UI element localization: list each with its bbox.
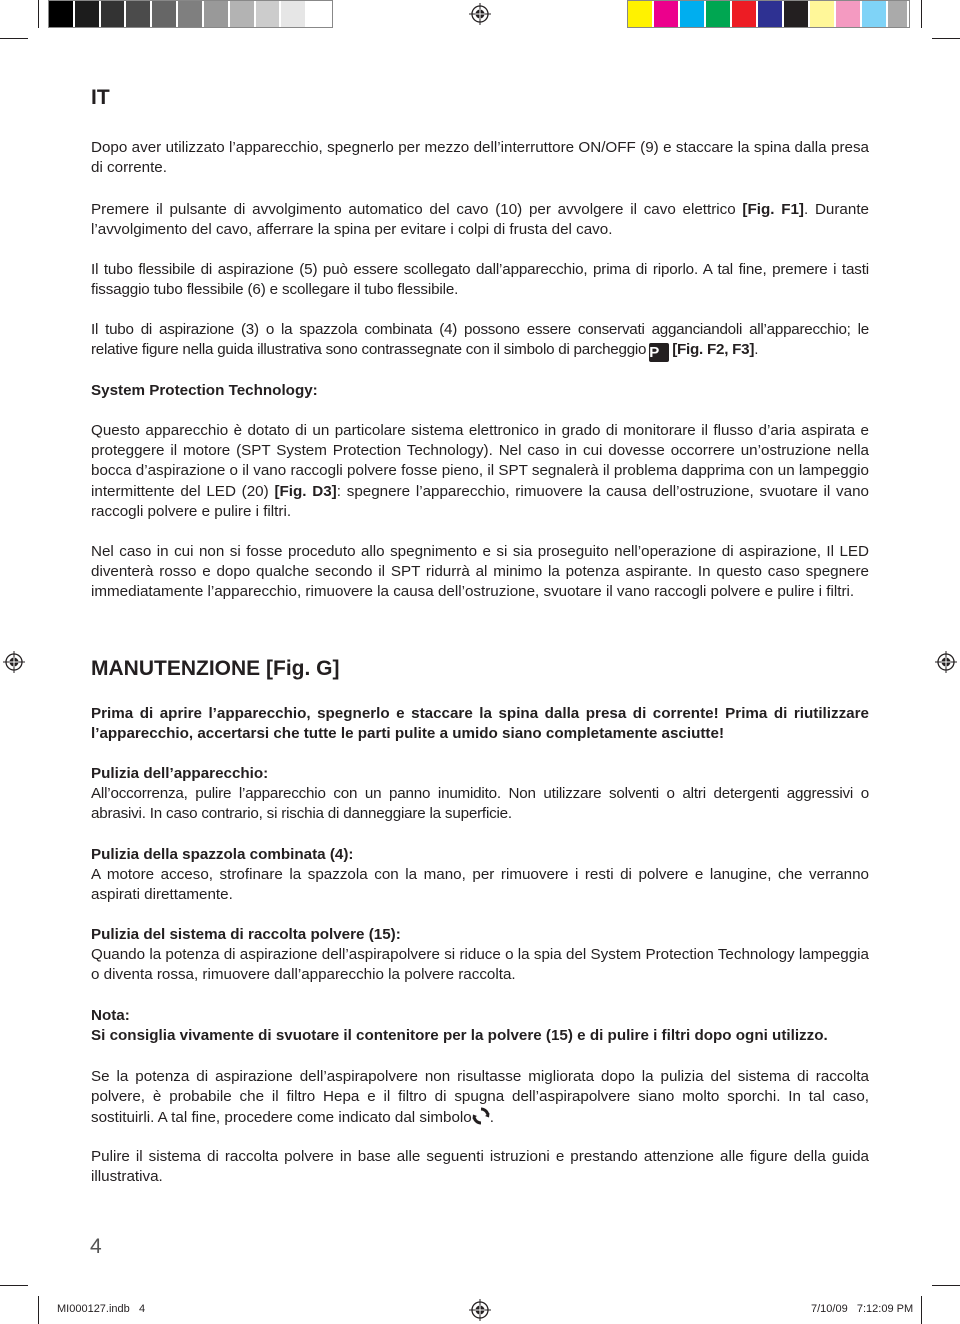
grayscale-bar (48, 0, 333, 28)
color-swatch (680, 1, 706, 27)
note-bold-text: Si consiglia vivamente di svuotare il contenitore per la polvere (15) e di pulire i filtri dopo ogni utilizzo. (91, 1027, 828, 1044)
footer-timestamp: 7/10/09 7:12:09 PM (811, 1303, 914, 1315)
crop-mark (38, 0, 39, 28)
text-run: . (754, 341, 759, 359)
text-run: Se la potenza di aspirazione dell’aspirapolvere non risultasse migliorata dopo la pulizia del sistema di raccolta polvere, è probabile che il filtro Hepa e il filtro di spugna dell’aspirapolvere siano molto sporchi. In tal caso, sostituirli. A tal fine, procedere come indicato dal simbolo (91, 1068, 869, 1127)
cleaning-dust-text: Quando la potenza di aspirazione dell’aspirapolvere si riduce o la spia del System Protection Technology lampeggia o diventa rossa, rimuovere dall’apparecchio la polvere raccolta. (91, 946, 869, 984)
color-swatch (758, 1, 784, 27)
safety-warning: Prima di aprire l’apparecchio, spegnerlo e staccare la spina dalla presa di corrente! Prima di riutilizzare l’apparecchio, accertarsi che tutte le parti pulite a umido siano completamente asciutte! (91, 705, 869, 743)
crop-mark (932, 1285, 960, 1286)
gray-swatch (281, 1, 307, 27)
color-swatch (888, 1, 909, 27)
cleaning-brush-heading: Pulizia della spazzola combinata (4): (91, 846, 354, 863)
paragraph-switch-off: Dopo aver utilizzato l’apparecchio, spegnerlo per mezzo dell’interruttore ON/OFF (9) e staccare la spina dalla presa di corrente. (91, 139, 869, 177)
parking-symbol-icon: P (649, 343, 669, 362)
page-number: 4 (90, 1235, 102, 1258)
gray-swatch (152, 1, 178, 27)
gray-swatch (256, 1, 282, 27)
crop-mark (0, 1285, 28, 1286)
color-swatch (862, 1, 888, 27)
cleaning-dust-heading: Pulizia del sistema di raccolta polvere (15): (91, 926, 401, 943)
figure-reference: [Fig. D3] (274, 482, 337, 500)
text-run: Questo apparecchio è dotato di un particolare sistema elettronico in grado di monitorare il flusso d’aria aspirata e proteggere il motore (SPT System Protection Technology). Nel caso in cui dovesse occorrere un’ostruzione nella bocca d’aspirazione o il vano raccogli polvere fosse pieno, il SPT segnalerà il problema dapprima con un lampeggio intermittente del LED (20) (91, 422, 869, 500)
gray-swatch (307, 1, 332, 27)
note-text (91, 1067, 869, 1129)
maintenance-heading: MANUTENZIONE [Fig. G] (91, 657, 340, 680)
crop-mark (38, 1296, 39, 1324)
replace-filter-icon (472, 1107, 490, 1125)
color-swatch (654, 1, 680, 27)
registration-mark-icon (469, 1299, 491, 1321)
gray-swatch (49, 1, 75, 27)
paragraph-parking (91, 320, 869, 362)
spt-heading: System Protection Technology: (91, 382, 318, 399)
registration-mark-icon (469, 3, 491, 25)
color-swatch (784, 1, 810, 27)
gray-swatch (75, 1, 101, 27)
paragraph-cord-rewind (91, 200, 869, 240)
cleaning-brush-text: A motore acceso, strofinare la spazzola con la mano, per rimuovere i resti di polvere e lanugine, che verranno aspirati direttamente. (91, 866, 869, 904)
text-run: : spegnere l’apparecchio, rimuovere la causa dell’ostruzione, svuotare il vano raccogli polvere e pulire i filtri. (91, 482, 869, 520)
crop-mark (932, 38, 960, 39)
paragraph-hose: Il tubo flessibile di aspirazione (5) può essere scollegato dall’apparecchio, prima di riporlo. A tal fine, premere i tasti fissaggio tubo flessibile (6) e scollegare il tubo flessibile. (91, 261, 869, 299)
color-bar (627, 0, 910, 28)
figure-reference: [Fig. F1] (742, 201, 804, 218)
gray-swatch (204, 1, 230, 27)
crop-mark (921, 1296, 922, 1324)
cleaning-appliance-heading: Pulizia dell’apparecchio: (91, 765, 269, 782)
color-swatch (836, 1, 862, 27)
footer-filename: MI000127.indb 4 (57, 1303, 146, 1315)
note-heading: Nota: (91, 1007, 130, 1024)
paragraph-spt-red: Nel caso in cui non si fosse proceduto allo spegnimento e si sia proseguito nell’operazione di aspirazione, Il LED diventerà rosso e dopo qualche secondo il SPT ridurrà al minimo la potenza aspirante. In questo caso spegnere immediatamente l’apparecchio, rimuovere la causa dell’ostruzione, svuotare il vano raccogli polvere e pulire i filtri. (91, 543, 869, 601)
cleaning-appliance-text: All’occorrenza, pulire l’apparecchio con un panno inumidito. Non utilizzare solventi o altri detergenti aggressivi o abrasivi. In caso contrario, si rischia di danneggiare la superficie. (91, 785, 869, 823)
color-swatch (706, 1, 732, 27)
paragraph-spt (91, 421, 869, 522)
registration-mark-icon (3, 651, 25, 673)
text-run: Premere il pulsante di avvolgimento automatico del cavo (10) per avvolgere il cavo elettrico (91, 201, 743, 218)
gray-swatch (101, 1, 127, 27)
figure-reference: [Fig. F2, F3] (672, 341, 755, 359)
color-swatch (810, 1, 836, 27)
gray-swatch (178, 1, 204, 27)
paragraph-final: Pulire il sistema di raccolta polvere in base alle seguenti istruzioni e prestando attenzione alle figure della guida illustrativa. (91, 1148, 869, 1186)
registration-mark-icon (935, 651, 957, 673)
text-run: . Durante l’avvolgimento del cavo, afferrare la spina per evitare i colpi di frusta del cavo. (91, 201, 869, 239)
crop-mark (0, 38, 28, 39)
color-swatch (732, 1, 758, 27)
text-run: Il tubo di aspirazione (3) o la spazzola combinata (4) possono essere conservati agganciandoli all’apparecchio; le relative figure nella guida illustrativa sono contrassegnate con il simbolo di parcheggio (91, 321, 869, 359)
language-heading: IT (91, 86, 110, 109)
color-swatch (628, 1, 654, 27)
gray-swatch (230, 1, 256, 27)
gray-swatch (126, 1, 152, 27)
crop-mark (921, 0, 922, 28)
text-run: . (489, 1109, 494, 1127)
